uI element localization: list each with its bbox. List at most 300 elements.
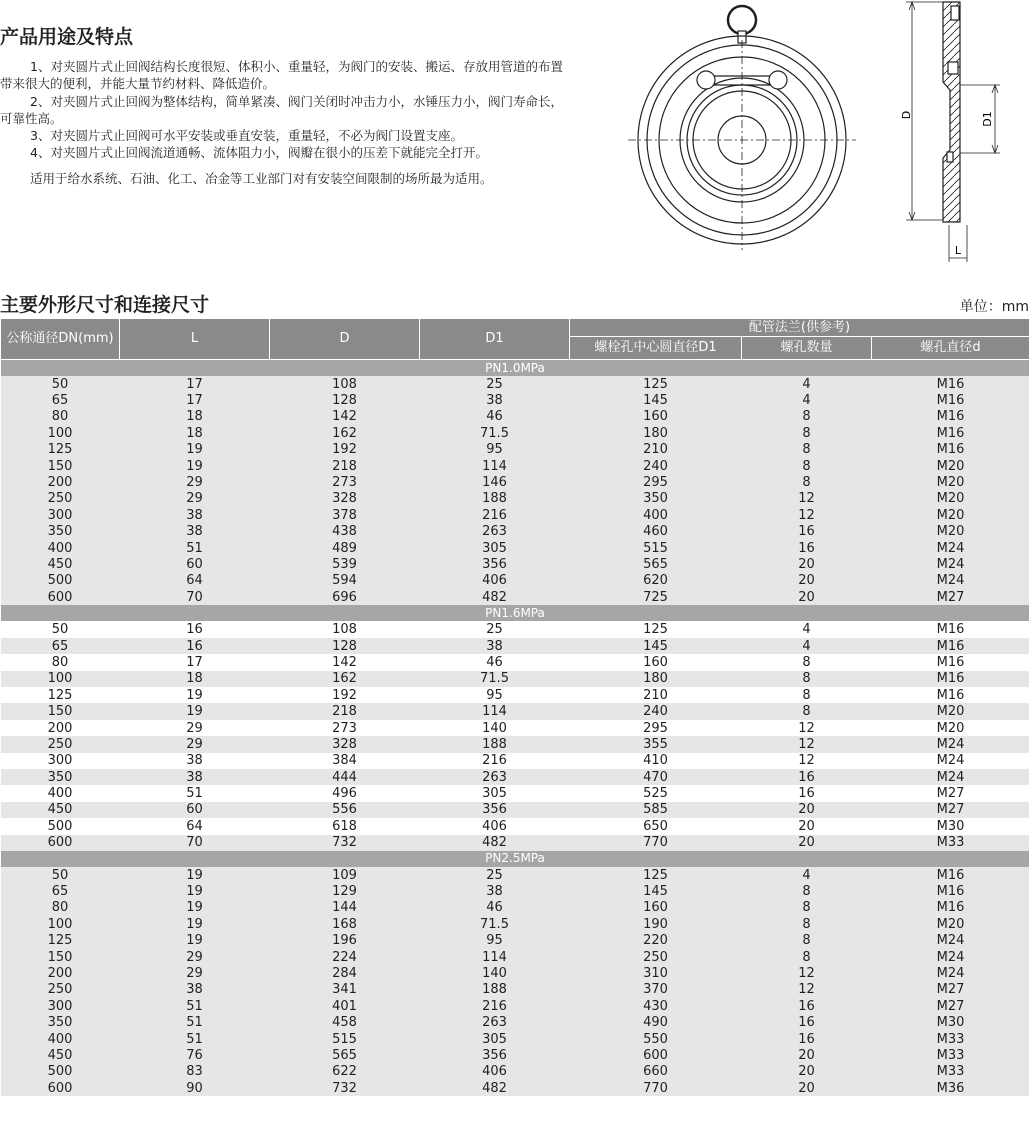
table-cell: M33	[872, 1047, 1029, 1063]
table-cell: 90	[120, 1080, 270, 1096]
table-cell: 16	[742, 1031, 872, 1047]
table-cell: 400	[1, 540, 120, 556]
spec-table	[0, 318, 1029, 1096]
table-cell: 145	[570, 883, 742, 899]
table-cell: 4	[742, 392, 872, 408]
table-cell: 732	[270, 1080, 420, 1096]
table-cell: 350	[570, 491, 742, 507]
table-cell: 20	[742, 589, 872, 605]
table-cell: 406	[420, 1064, 570, 1080]
table-cell: 38	[186, 753, 203, 769]
table-cell: 50	[51, 622, 69, 638]
table-cell: M33	[872, 835, 1029, 851]
header-bolt-diameter: 螺孔直径d	[872, 337, 1029, 360]
intro-paragraph: 1、对夹圆片式止回阀结构长度很短、体积小、重量轻，为阀门的安装、搬运、存放用管道的布置带来很大的便利，并能大量节约材料、降低造价。	[0, 59, 563, 92]
table-cell: 650	[643, 818, 668, 834]
table-cell: 100	[1, 671, 120, 687]
table-cell: 305	[482, 786, 507, 802]
table-row	[1, 769, 1029, 785]
table-cell: 114	[420, 458, 570, 474]
section-row	[1, 605, 1029, 621]
table-cell: 125	[1, 933, 120, 949]
table-cell: 305	[420, 1031, 570, 1047]
table-cell: 188	[420, 736, 570, 752]
table-cell: 25	[486, 622, 503, 638]
table-cell: 482	[420, 835, 570, 851]
table-cell: 460	[570, 524, 742, 540]
table-cell: 20	[742, 1047, 872, 1063]
header-dn: 公称通径DN(mm)	[1, 319, 120, 360]
table-cell: 12	[742, 965, 872, 981]
intro-text	[0, 58, 572, 187]
table-cell: 125	[570, 867, 742, 883]
table-cell: 150	[1, 458, 120, 474]
table-cell: 200	[47, 720, 73, 736]
table-cell: 64	[120, 573, 270, 589]
table-cell: 618	[332, 818, 357, 834]
table-cell: 470	[570, 769, 742, 785]
table-cell: 25	[420, 867, 570, 883]
table-cell: 12	[742, 982, 872, 998]
table-cell: 525	[643, 786, 668, 802]
table-cell: 300	[1, 507, 120, 523]
table-cell: 8	[742, 442, 872, 458]
table-row	[1, 998, 1029, 1014]
table-cell: M30	[936, 818, 965, 834]
table-cell: 19	[120, 703, 270, 719]
table-cell: M16	[936, 654, 965, 670]
table-cell: 410	[643, 753, 668, 769]
table-cell: 250	[570, 949, 742, 965]
table-cell: 406	[482, 818, 507, 834]
table-cell: 20	[742, 835, 872, 851]
table-cell: 216	[420, 507, 570, 523]
table-cell: 295	[643, 720, 668, 736]
table-cell: 65	[1, 638, 120, 654]
table-row	[1, 703, 1029, 719]
table-cell: 220	[570, 933, 742, 949]
table-cell: 273	[270, 474, 420, 490]
table-cell: 16	[742, 1014, 872, 1030]
table-cell: 50	[1, 376, 120, 392]
table-cell: 458	[270, 1014, 420, 1030]
table-cell: 192	[332, 687, 357, 703]
table-cell: 400	[47, 786, 73, 802]
table-cell: 80	[51, 654, 69, 670]
table-cell: 71.5	[420, 916, 570, 932]
table-cell: 100	[1, 916, 120, 932]
table-row	[1, 965, 1029, 981]
table-cell: 4	[802, 622, 811, 638]
table-cell: 29	[186, 720, 203, 736]
table-cell: 400	[570, 507, 742, 523]
section-label: PN2.5MPa	[1, 851, 1029, 867]
section-row	[1, 851, 1029, 867]
table-cell: 160	[570, 900, 742, 916]
table-cell: 295	[570, 474, 742, 490]
intro-paragraph: 4、对夹圆片式止回阀流道通畅、流体阻力小，阀瓣在很小的压差下就能完全打开。	[30, 145, 488, 161]
table-cell: 146	[420, 474, 570, 490]
table-cell: 600	[1, 835, 120, 851]
table-cell: 108	[332, 622, 357, 638]
table-cell: 310	[570, 965, 742, 981]
table-cell: 51	[120, 540, 270, 556]
table-cell: 196	[270, 933, 420, 949]
table-cell: 500	[47, 818, 73, 834]
table-cell: 600	[1, 1080, 120, 1096]
table-cell: 140	[420, 965, 570, 981]
table-cell: 263	[420, 769, 570, 785]
table-cell: 384	[332, 753, 357, 769]
table-cell: 370	[570, 982, 742, 998]
intro-paragraph: 适用于给水系统、石油、化工、冶金等工业部门对有安装空间限制的场所最为适用。	[30, 170, 493, 186]
table-cell: 8	[742, 474, 872, 490]
table-cell: 17	[120, 376, 270, 392]
table-cell: 128	[270, 638, 420, 654]
table-cell: 19	[120, 442, 270, 458]
header-bolt-count: 螺孔数量	[742, 337, 872, 360]
table-cell: 12	[798, 720, 815, 736]
table-row	[1, 835, 1029, 851]
table-cell: 284	[270, 965, 420, 981]
table-cell: 51	[120, 1014, 270, 1030]
table-cell: 250	[1, 736, 120, 752]
table-cell: 20	[742, 1064, 872, 1080]
table-cell: 95	[486, 687, 503, 703]
section-label: PN1.0MPa	[1, 360, 1029, 377]
table-cell: 16	[742, 540, 872, 556]
table-row	[1, 540, 1029, 556]
table-cell: 129	[270, 883, 420, 899]
table-cell: 438	[270, 524, 420, 540]
table-cell: 565	[570, 556, 742, 572]
table-cell: 8	[802, 687, 811, 703]
table-cell: 450	[1, 1047, 120, 1063]
table-row	[1, 1047, 1029, 1063]
table-cell: 114	[420, 703, 570, 719]
table-cell: 70	[120, 589, 270, 605]
section-label: PN1.6MPa	[1, 605, 1029, 621]
table-cell: 18	[120, 671, 270, 687]
table-row	[1, 900, 1029, 916]
table-cell: 64	[186, 818, 203, 834]
table-row	[1, 654, 1029, 670]
table-cell: 95	[420, 933, 570, 949]
table-cell: 218	[270, 458, 420, 474]
table-cell: 51	[120, 998, 270, 1014]
table-cell: 125	[47, 687, 73, 703]
table-cell: M24	[872, 573, 1029, 589]
table-cell: M27	[936, 786, 965, 802]
table-cell: 71.5	[420, 425, 570, 441]
table-cell: 71.5	[420, 671, 570, 687]
table-cell: M24	[872, 556, 1029, 572]
table-cell: 8	[742, 458, 872, 474]
table-row	[1, 524, 1029, 540]
table-cell: 8	[802, 654, 811, 670]
table-row	[1, 392, 1029, 408]
table-cell: 19	[120, 933, 270, 949]
table-row	[1, 802, 1029, 818]
table-cell: M24	[872, 965, 1029, 981]
table-cell: M24	[872, 769, 1029, 785]
table-cell: M16	[872, 671, 1029, 687]
table-cell: 450	[1, 556, 120, 572]
table-cell: 263	[420, 524, 570, 540]
table-cell: 108	[270, 376, 420, 392]
table-row	[1, 785, 1029, 801]
table-cell: 20	[742, 1080, 872, 1096]
table-cell: 263	[420, 1014, 570, 1030]
hanging-ring	[728, 6, 756, 34]
table-cell: 489	[270, 540, 420, 556]
table-cell: M24	[872, 933, 1029, 949]
table-cell: M20	[872, 491, 1029, 507]
table-cell: 224	[270, 949, 420, 965]
table-row	[1, 687, 1029, 703]
table-cell: 150	[1, 703, 120, 719]
table-cell: 210	[570, 442, 742, 458]
table-cell: 160	[570, 409, 742, 425]
table-cell: 125	[643, 622, 668, 638]
table-cell: M16	[872, 425, 1029, 441]
table-row	[1, 491, 1029, 507]
table-cell: 585	[570, 802, 742, 818]
table-cell: 356	[420, 556, 570, 572]
table-cell: M16	[872, 442, 1029, 458]
table-cell: M24	[872, 949, 1029, 965]
table-cell: 450	[1, 802, 120, 818]
table-cell: 594	[270, 573, 420, 589]
table-cell: 168	[270, 916, 420, 932]
table-cell: 150	[1, 949, 120, 965]
table-cell: 401	[270, 998, 420, 1014]
table-cell: M16	[872, 638, 1029, 654]
table-cell: M20	[872, 507, 1029, 523]
table-cell: 12	[742, 736, 872, 752]
table-cell: 188	[420, 982, 570, 998]
table-cell: M24	[872, 736, 1029, 752]
label-D: D	[900, 110, 913, 120]
table-cell: 46	[486, 654, 503, 670]
table-cell: 50	[1, 867, 120, 883]
table-cell: 51	[186, 786, 203, 802]
table-cell: 20	[742, 556, 872, 572]
table-cell: 20	[798, 818, 815, 834]
table-cell: 732	[270, 835, 420, 851]
header-bolt-circle: 螺栓孔中心圆直径D1	[570, 337, 742, 360]
table-cell: 328	[270, 491, 420, 507]
table-cell: 38	[420, 638, 570, 654]
table-cell: 300	[47, 753, 73, 769]
table-row	[1, 425, 1029, 441]
table-cell: 482	[420, 589, 570, 605]
table-cell: 19	[120, 867, 270, 883]
table-cell: 17	[120, 392, 270, 408]
table-cell: 350	[1, 1014, 120, 1030]
table-cell: 142	[270, 409, 420, 425]
label-D1: D1	[981, 111, 994, 127]
table-cell: 29	[120, 491, 270, 507]
table-cell: 8	[742, 409, 872, 425]
table-cell: M16	[936, 687, 965, 703]
table-cell: 46	[420, 409, 570, 425]
table-row	[1, 736, 1029, 752]
table-cell: 565	[270, 1047, 420, 1063]
table-row	[1, 376, 1029, 392]
table-cell: 180	[570, 671, 742, 687]
table-cell: 190	[570, 916, 742, 932]
table-cell: 250	[1, 982, 120, 998]
table-cell: 109	[270, 867, 420, 883]
table-cell: M20	[872, 703, 1029, 719]
table-cell: M20	[872, 524, 1029, 540]
header-D: D	[270, 319, 420, 360]
table-cell: 539	[270, 556, 420, 572]
intro-paragraph: 3、对夹圆片式止回阀可水平安装或垂直安装，重量轻，不必为阀门设置支座。	[30, 128, 463, 144]
table-cell: 16	[742, 524, 872, 540]
table-row	[1, 409, 1029, 425]
table-cell: 600	[570, 1047, 742, 1063]
table-cell: 8	[742, 425, 872, 441]
table-cell: 200	[1, 965, 120, 981]
table-cell: 83	[120, 1064, 270, 1080]
table-cell: 180	[570, 425, 742, 441]
table-cell: 160	[643, 654, 668, 670]
table-cell: 210	[643, 687, 668, 703]
table-cell: M20	[936, 720, 965, 736]
label-L: L	[954, 244, 962, 257]
table-cell: M16	[872, 867, 1029, 883]
table-cell: 17	[186, 654, 203, 670]
table-row	[1, 474, 1029, 490]
table-cell: 8	[742, 916, 872, 932]
table-cell: 482	[420, 1080, 570, 1096]
table-cell: 60	[120, 802, 270, 818]
table-row	[1, 507, 1029, 523]
table-cell: 400	[1, 1031, 120, 1047]
table-cell: 144	[270, 900, 420, 916]
table-cell: 8	[742, 949, 872, 965]
table-cell: M30	[872, 1014, 1029, 1030]
table-row	[1, 1014, 1029, 1030]
table-row	[1, 621, 1029, 637]
table-row	[1, 1064, 1029, 1080]
table-cell: 140	[482, 720, 507, 736]
table-cell: 305	[420, 540, 570, 556]
table-cell: 162	[270, 425, 420, 441]
table-cell: 188	[420, 491, 570, 507]
table-cell: 444	[270, 769, 420, 785]
table-row	[1, 442, 1029, 458]
table-cell: 696	[270, 589, 420, 605]
table-cell: 8	[742, 933, 872, 949]
table-row	[1, 982, 1029, 998]
table-cell: 273	[332, 720, 357, 736]
table-cell: 250	[1, 491, 120, 507]
table-cell: 16	[120, 638, 270, 654]
table-cell: 114	[420, 949, 570, 965]
table-cell: 29	[120, 736, 270, 752]
table-row	[1, 589, 1029, 605]
valve-drawing	[610, 0, 1029, 270]
table-cell: 300	[1, 998, 120, 1014]
table-cell: 8	[742, 671, 872, 687]
table-cell: 142	[332, 654, 357, 670]
table-cell: M16	[872, 376, 1029, 392]
unit-label: 单位：mm	[959, 299, 1029, 315]
table-cell: M16	[872, 392, 1029, 408]
table-cell: 125	[570, 376, 742, 392]
table-row	[1, 949, 1029, 965]
table-cell: 355	[570, 736, 742, 752]
table-cell: 496	[332, 786, 357, 802]
table-cell: 16	[742, 769, 872, 785]
table-cell: 240	[570, 458, 742, 474]
table-cell: 341	[270, 982, 420, 998]
table-cell: 38	[120, 982, 270, 998]
table-cell: 4	[742, 638, 872, 654]
table-cell: 12	[742, 507, 872, 523]
table-cell: 51	[120, 1031, 270, 1047]
table-cell: 60	[120, 556, 270, 572]
table-cell: 356	[420, 1047, 570, 1063]
table-row	[1, 1080, 1029, 1096]
table-cell: 20	[742, 802, 872, 818]
section-body	[943, 2, 960, 222]
table-cell: 216	[482, 753, 507, 769]
table-cell: 76	[120, 1047, 270, 1063]
table-cell: 25	[420, 376, 570, 392]
table-cell: 29	[120, 965, 270, 981]
table-cell: 38	[120, 507, 270, 523]
table-row	[1, 458, 1029, 474]
table-cell: M20	[872, 474, 1029, 490]
table-cell: 356	[420, 802, 570, 818]
table-cell: M27	[872, 589, 1029, 605]
table-cell: 18	[120, 409, 270, 425]
table-cell: 19	[120, 900, 270, 916]
table-cell: 240	[570, 703, 742, 719]
table-cell: M24	[936, 753, 965, 769]
table-cell: 46	[420, 900, 570, 916]
table-cell: 80	[1, 409, 120, 425]
table-cell: 80	[1, 900, 120, 916]
table-cell: 38	[120, 524, 270, 540]
table-cell: 515	[570, 540, 742, 556]
table-cell: 600	[1, 589, 120, 605]
table-row	[1, 1031, 1029, 1047]
table-cell: 620	[570, 573, 742, 589]
table-cell: 660	[570, 1064, 742, 1080]
table-cell: 350	[1, 769, 120, 785]
table-cell: 16	[186, 622, 203, 638]
table-row	[1, 916, 1029, 932]
table-row	[1, 933, 1029, 949]
table-cell: 406	[420, 573, 570, 589]
table-cell: 770	[570, 1080, 742, 1096]
table-cell: 350	[1, 524, 120, 540]
table-cell: 19	[120, 883, 270, 899]
table-body	[1, 360, 1029, 1097]
table-cell: 4	[742, 376, 872, 392]
section-row	[1, 360, 1029, 377]
table-cell: 38	[420, 392, 570, 408]
table-cell: 12	[742, 491, 872, 507]
table-cell: M16	[872, 883, 1029, 899]
table-cell: 8	[742, 883, 872, 899]
table-cell: 16	[742, 998, 872, 1014]
